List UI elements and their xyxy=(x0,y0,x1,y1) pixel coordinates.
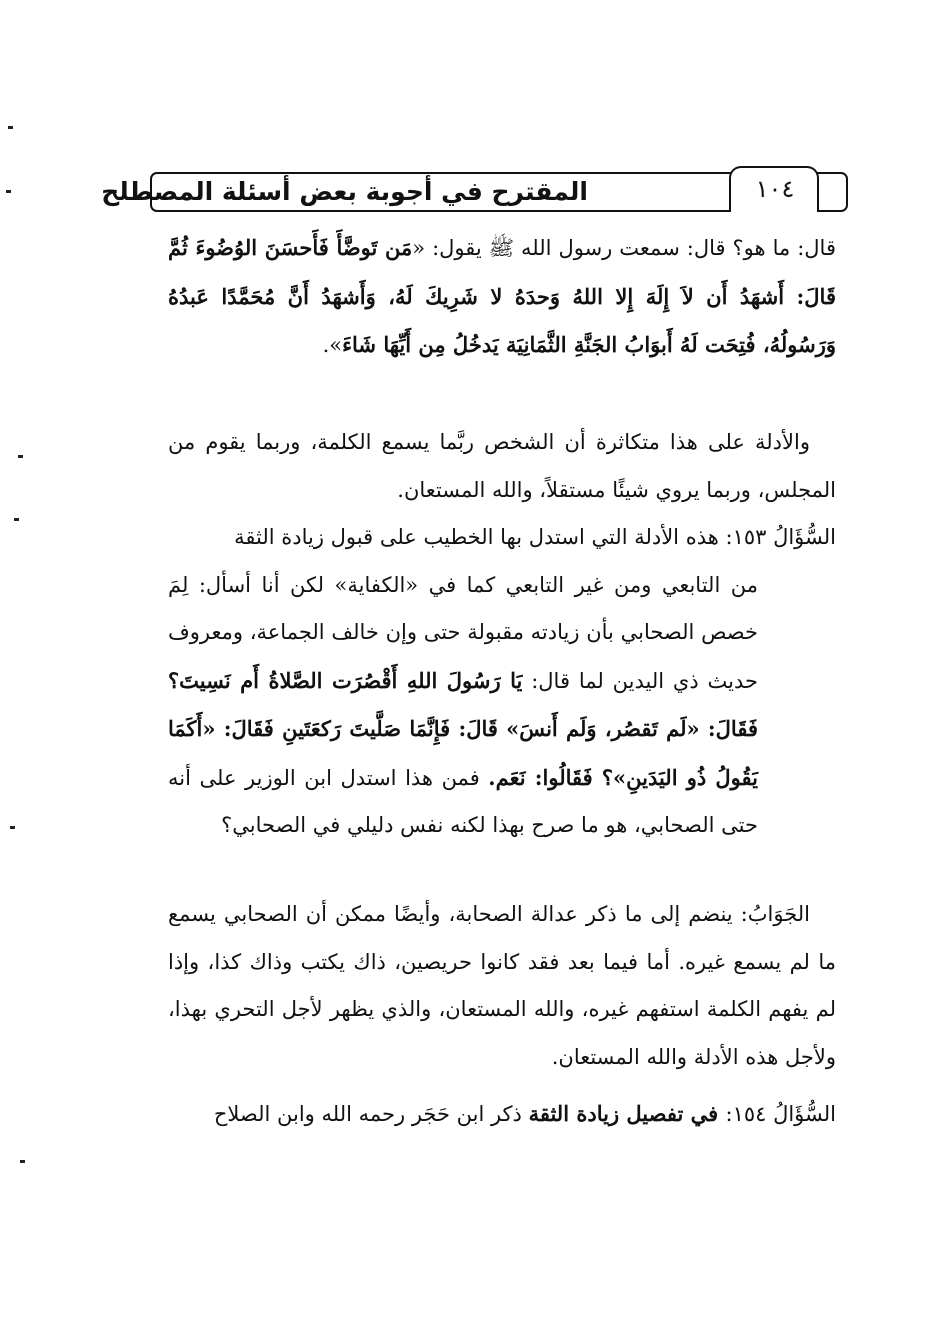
paragraph-hadith-wudu xyxy=(168,224,836,370)
scan-speck xyxy=(18,455,23,458)
running-header-title: المقترح في أجوبة بعض أسئلة المصطلح xyxy=(101,177,588,206)
question-154 xyxy=(168,1090,836,1139)
question-label: السُّؤَالُ ١٥٣: xyxy=(725,525,836,549)
question-153 xyxy=(168,514,836,850)
answer-text: ينضم إلى ما ذكر عدالة الصحابة، وأيضًا ممكن أن الصحابي يسمع ما لم يسمع غيره. أما فيما بعد فقد كانوا حريصين، ذاك يكتب وذاك كذا، وإذا لم يفهم الكلمة استفهم غيره، والله المستعان، والذي يظهر لأجل التحري بهذا، ولأجل هذه الأدلة والله المستعان. xyxy=(168,902,836,1069)
intro-text: قال: ما هو؟ قال: سمعت رسول الله ﷺ يقول: « xyxy=(412,236,836,260)
scan-speck xyxy=(8,126,13,129)
scan-speck xyxy=(10,826,15,829)
scan-speck xyxy=(20,1160,25,1163)
question-text: ذكر ابن حَجَر رحمه الله وابن الصلاح xyxy=(213,1102,529,1126)
question-label: السُّؤَالُ ١٥٤: xyxy=(725,1102,836,1126)
quote-close: ». xyxy=(322,333,343,357)
question-topic: في تفصيل زيادة الثقة xyxy=(528,1101,726,1126)
answer-153 xyxy=(168,891,836,1081)
question-text-b: فمن هذا استدل ابن الوزير على أنه حتى الصحابي، هو ما صرح بهذا لكنه نفس دليلي في الصحابي؟ xyxy=(168,765,758,837)
scan-speck xyxy=(6,190,11,193)
evidence-text: والأدلة على هذا متكاثرة أن الشخص ربَّما يسمع الكلمة، وربما يقوم من المجلس، وربما يروي شيئًا مستقلاً، والله المستعان. xyxy=(168,430,836,502)
hadith-text: مَن تَوضَّأَ فَأَحسَنَ الوُضُوءَ ثُمَّ قَالَ: أَشهَدُ أَن لاَ إِلَهَ إِلا اللهُ وَحدَهُ لا شَرِيكَ لَهُ، وَأَشهَدُ أَنَّ مُحَمَّدًا عَبدُهُ وَرَسُولُهُ، فُتِحَت لَهُ أَبوَابُ الجَنَّةِ الثَّمَانِيَة يَدخُلُ مِن أَيِّهَا شَاءَ xyxy=(168,235,836,357)
question-text-a: من التابعي ومن غير التابعي كما في «الكفاية» لكن أنا أسأل: لِمَ خصص الصحابي بأن زيادته مقبولة حتى وإن خالف الجماعة، ومعروف حديث ذي اليدين لما قال: xyxy=(168,572,758,693)
page-number: ١٠٤ xyxy=(755,175,795,203)
question-first-line: هذه الأدلة التي استدل بها الخطيب على قبول زيادة الثقة xyxy=(234,525,719,549)
answer-label: الجَوَابُ: xyxy=(740,902,810,926)
paragraph-evidence xyxy=(168,419,836,514)
hadith-dhul-yadayn: يَا رَسُولَ اللهِ أَقْصُرَت الصَّلاةُ أَم نَسِيتَ؟ فَقَالَ: «لَم تَقصُر، وَلَم أَنسَ» قَالَ: فَإِنَّمَا صَلَّيتَ رَكعَتَينِ فَقَالَ: «أَكَمَا يَقُولُ ذُو اليَدَينِ»؟ فَقَالُوا: نَعَم. xyxy=(168,667,758,790)
scan-speck xyxy=(14,518,19,521)
